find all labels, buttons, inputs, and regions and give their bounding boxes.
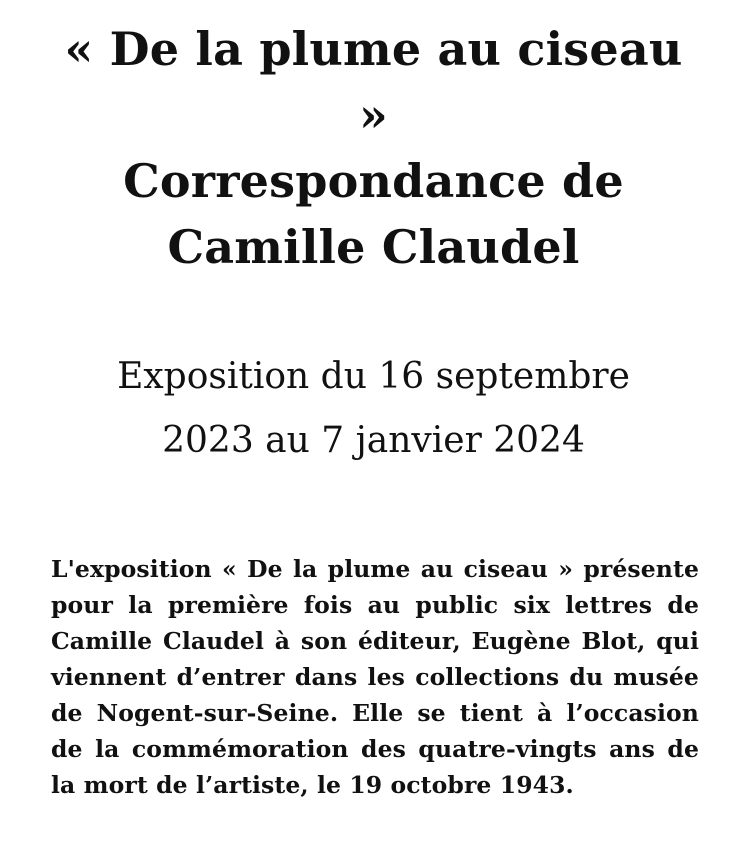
title-line-3: Correspondance de	[123, 154, 624, 208]
page-title	[30, 16, 717, 280]
exhibition-dates	[60, 345, 687, 473]
title-line-1: « De la plume au ciseau	[64, 22, 683, 76]
exhibition-dates-line-1: Exposition du 16 septembre	[117, 356, 630, 397]
exhibition-dates-line-2: 2023 au 7 janvier 2024	[162, 420, 585, 461]
exhibition-description: L'exposition « De la plume au ciseau » présente pour la première fois au public six lettres de Camille Claudel à son éditeur, Eugène Blot, qui viennent d’entrer dans les collections du musée de Nogent-sur-Seine. Elle se tient à l’occasion de la commémoration des quatre-vingts ans de la mort de l’artiste, le 19 octobre 1943.	[51, 555, 699, 799]
title-line-4: Camille Claudel	[167, 220, 580, 274]
title-line-2: »	[359, 88, 388, 142]
